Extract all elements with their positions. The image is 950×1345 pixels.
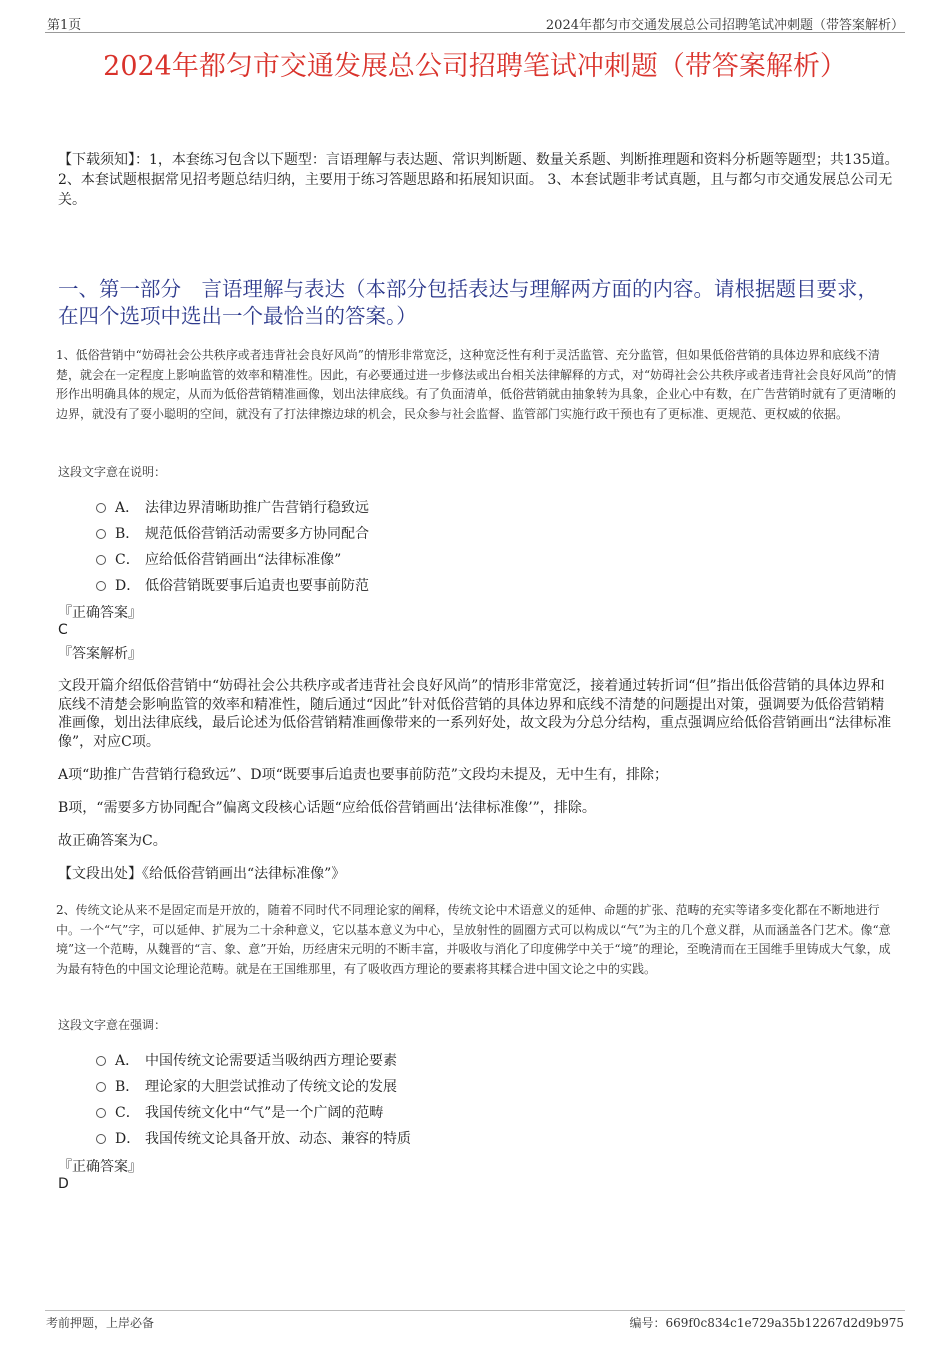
question-2-option-c[interactable] bbox=[96, 1102, 383, 1122]
download-notice: 【下载须知】：1，本套练习包含以下题型：言语理解与表达题、常识判断题、数量关系题、判断推理题和资料分析题等题型；共135道。 2、本套试题根据常见招考题总结归纳，主要用于练习答题思路和拓展知识面。 3、本套试题非考试真题，且与都匀市交通发展总公司无关。 bbox=[58, 152, 899, 208]
radio-circle-icon[interactable] bbox=[96, 1056, 106, 1066]
option-text: 应给低俗营销画出“法律标准像” bbox=[145, 552, 342, 568]
question-1-prompt: 这段文字意在说明： bbox=[58, 465, 167, 479]
question-2-prompt: 这段文字意在强调： bbox=[58, 1018, 167, 1032]
question-2-option-a[interactable] bbox=[96, 1050, 397, 1070]
option-letter: D． bbox=[115, 1131, 141, 1147]
option-text: 规范低俗营销活动需要多方协同配合 bbox=[145, 526, 369, 542]
option-letter: D． bbox=[115, 578, 141, 594]
question-1-option-a[interactable] bbox=[96, 497, 369, 517]
option-letter: B． bbox=[115, 1079, 140, 1095]
radio-circle-icon[interactable] bbox=[96, 581, 106, 591]
question-1-answer: C bbox=[58, 622, 68, 638]
question-2-option-d[interactable] bbox=[96, 1128, 411, 1148]
document-title: 2024年都匀市交通发展总公司招聘笔试冲刺题（带答案解析） bbox=[103, 51, 847, 82]
page-number: 第1页 bbox=[47, 18, 82, 33]
option-letter: B． bbox=[115, 526, 140, 542]
question-1-option-c[interactable] bbox=[96, 549, 341, 569]
radio-circle-icon[interactable] bbox=[96, 555, 106, 565]
radio-circle-icon[interactable] bbox=[96, 1082, 106, 1092]
section-heading: 一、第一部分 言语理解与表达（本部分包括表达与理解两方面的内容。请根据题目要求，在四个选项中选出一个最恰当的答案。） bbox=[58, 277, 878, 328]
option-text: 理论家的大胆尝试推动了传统文论的发展 bbox=[145, 1079, 397, 1095]
question-2-stem: 2、传统文论从来不是固定而是开放的，随着不同时代不同理论家的阐释，传统文论中术语意义的延伸、命题的扩张、范畴的充实等诸多变化都在不断地进行中。一个“气”字，可以延伸、扩展为二十余种意义，它以基本意义为中心，呈放射性的圆圈方式可以构成以“气”为主的几个意义群，从而涵盖各门艺术。像“意境”这一个范畴，从魏晋的“言、象、意”开始，历经唐宋元明的不断丰富，并吸收与消化了印度佛学中关于“境”的理论，至晚清而在王国维手里铸成大气象，成为最有特色的中国文论理论范畴。就是在王国维那里，有了吸收西方理论的要素将其糅合进中国文论之中的实践。 bbox=[56, 903, 891, 976]
radio-circle-icon[interactable] bbox=[96, 1134, 106, 1144]
question-2-option-b[interactable] bbox=[96, 1076, 397, 1096]
option-letter: C． bbox=[115, 552, 140, 568]
radio-circle-icon[interactable] bbox=[96, 503, 106, 513]
header-divider bbox=[45, 32, 905, 33]
question-1-option-d[interactable] bbox=[96, 575, 369, 595]
option-text: 我国传统文论具备开放、动态、兼容的特质 bbox=[145, 1131, 411, 1147]
question-1-option-b[interactable] bbox=[96, 523, 369, 543]
option-text: 法律边界清晰助推广告营销行稳致远 bbox=[145, 500, 369, 516]
radio-circle-icon[interactable] bbox=[96, 529, 106, 539]
footer-divider bbox=[45, 1310, 905, 1311]
question-1-analysis-paragraph: 故正确答案为C。 bbox=[58, 833, 167, 849]
document-serial-number: 编号：669f0c834c1e729a35b12267d2d9b975 bbox=[629, 1316, 904, 1330]
option-text: 我国传统文化中“气”是一个广阔的范畴 bbox=[145, 1105, 384, 1121]
option-letter: A． bbox=[115, 1053, 140, 1069]
running-header-title: 2024年都匀市交通发展总公司招聘笔试冲刺题（带答案解析） bbox=[545, 18, 904, 33]
question-1-answer-label: 『正确答案』 bbox=[58, 605, 142, 621]
question-1-source: 【文段出处】《给低俗营销画出“法律标准像”》 bbox=[58, 866, 346, 882]
question-1-analysis-paragraph: A项“助推广告营销行稳致远”、D项“既要事后追责也要事前防范”文段均未提及，无中生有，排除； bbox=[58, 767, 668, 783]
option-text: 低俗营销既要事后追责也要事前防范 bbox=[145, 578, 369, 594]
question-1-analysis-paragraph: 文段开篇介绍低俗营销中“妨碍社会公共秩序或者违背社会良好风尚”的情形非常宽泛，接着通过转折词“但”指出低俗营销的具体边界和底线不清楚会影响监管的效率和精准性，随后通过“因此”针对低俗营销的具体边界和底线不清楚的问题提出对策，强调要为低俗营销精准画像，划出法律底线，最后论述为低俗营销精准画像带来的一系列好处，故文段为分总分结构，重点强调应给低俗营销画出“法律标准像”，对应C项。 bbox=[58, 678, 892, 751]
radio-circle-icon[interactable] bbox=[96, 1108, 106, 1118]
question-2-answer: D bbox=[58, 1176, 69, 1192]
question-2-answer-label: 『正确答案』 bbox=[58, 1159, 142, 1175]
question-1-analysis-label: 『答案解析』 bbox=[58, 646, 142, 662]
question-1-analysis-paragraph: B项，“需要多方协同配合”偏离文段核心话题“应给低俗营销画出‘法律标准像’”，排除。 bbox=[58, 800, 596, 816]
option-letter: A． bbox=[115, 500, 140, 516]
footer-slogan: 考前押题，上岸必备 bbox=[46, 1316, 155, 1330]
option-letter: C． bbox=[115, 1105, 140, 1121]
option-text: 中国传统文论需要适当吸纳西方理论要素 bbox=[145, 1053, 397, 1069]
question-1-stem: 1、低俗营销中“妨碍社会公共秩序或者违背社会良好风尚”的情形非常宽泛，这种宽泛性有利于灵活监管、充分监管，但如果低俗营销的具体边界和底线不清楚，就会在一定程度上影响监管的效率和精准性。因此，有必要通过进一步修法或出台相关法律解释的方式，对“妨碍社会公共秩序或者违背社会良好风尚”的情形作出明确具体的规定，从而为低俗营销精准画像，划出法律底线。有了负面清单，低俗营销就由抽象转为具象，企业心中有数，在广告营销时就有了更清晰的边界，就没有了耍小聪明的空间，就没有了打法律擦边球的机会，民众参与社会监督、监管部门实施行政干预也有了更标准、更规范、更权威的依据。 bbox=[56, 348, 897, 421]
